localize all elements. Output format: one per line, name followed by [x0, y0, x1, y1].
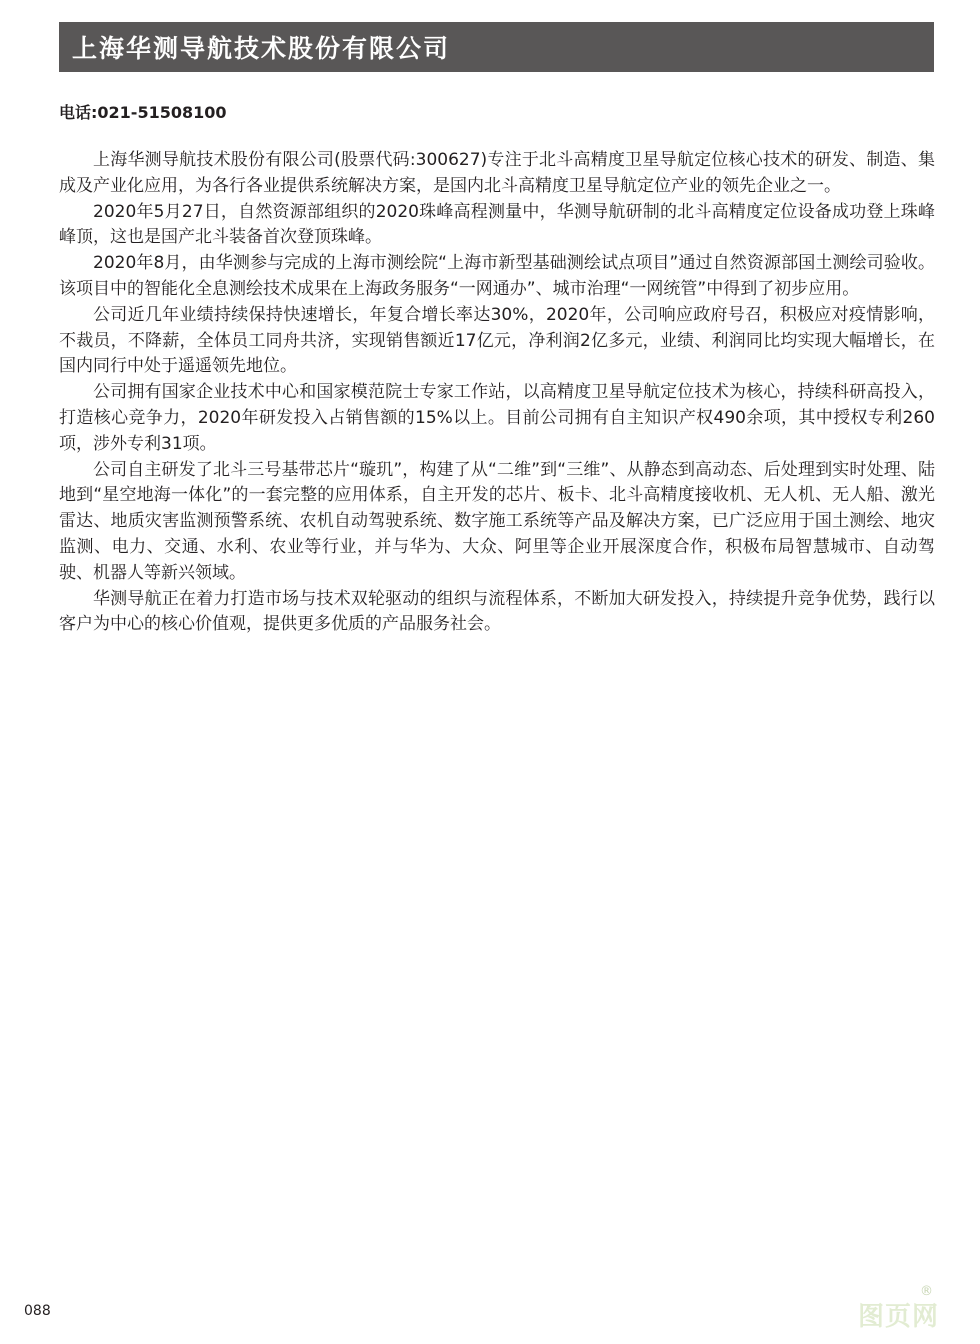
registered-mark: ® [920, 1284, 933, 1299]
body-text [59, 148, 935, 638]
phone-number: 电话:021-51508100 [59, 103, 227, 122]
company-title: 上海华测导航技术股份有限公司 [72, 34, 451, 63]
header-bar [59, 22, 934, 72]
page-number: 088 [24, 1303, 51, 1319]
watermark-text: 图页网 [858, 1302, 940, 1332]
paragraph-intro: 上海华测导航技术股份有限公司(股票代码:300627)专注于北斗高精度卫星导航定位核心技术的研发、制造、集成及产业化应用，为各行各业提供系统解决方案，是国内北斗高精度卫星导航定位产业的领先企业之一。 [59, 150, 935, 196]
paragraph-research: 公司拥有国家企业技术中心和国家模范院士专家工作站，以高精度卫星导航定位技术为核心，持续科研高投入，打造核心竞争力，2020年研发投入占销售额的15%以上。目前公司拥有自主知识产权490余项，其中授权专利260项，涉外专利31项。 [59, 382, 935, 454]
paragraph-products: 公司自主研发了北斗三号基带芯片“璇玑”，构建了从“二维”到“三维”、从静态到高动态、后处理到实时处理、陆地到“星空地海一体化”的一套完整的应用体系，自主开发的芯片、板卡、北斗高精度接收机、无人机、无人船、激光雷达、地质灾害监测预警系统、农机自动驾驶系统、数字施工系统等产品及解决方案，已广泛应用于国土测绘、地灾监测、电力、交通、水利、农业等行业，并与华为、大众、阿里等企业开展深度合作，积极布局智慧城市、自动驾驶、机器人等新兴领域。 [59, 459, 935, 583]
paragraph-outlook: 华测导航正在着力打造市场与技术双轮驱动的组织与流程体系，不断加大研发投入，持续提升竞争优势，践行以客户为中心的核心价值观，提供更多优质的产品服务社会。 [59, 588, 935, 635]
paragraph-everest: 2020年5月27日，自然资源部组织的2020珠峰高程测量中，华测导航研制的北斗高精度定位设备成功登上珠峰峰顶，这也是国产北斗装备首次登顶珠峰。 [59, 201, 935, 248]
watermark-logo [858, 1284, 968, 1332]
paragraph-performance: 公司近几年业绩持续保持快速增长，年复合增长率达30%，2020年，公司响应政府号召，积极应对疫情影响，不裁员，不降薪，全体员工同舟共济，实现销售额近17亿元，净利润2亿多元，业绩、利润同比均实现大幅增长，在国内同行中处于遥遥领先地位。 [59, 304, 935, 377]
paragraph-survey-project: 2020年8月，由华测参与完成的上海市测绘院“上海市新型基础测绘试点项目”通过自然资源部国土测绘司验收。该项目中的智能化全息测绘技术成果在上海政务服务“一网通办”、城市治理“一网统管”中得到了初步应用。 [59, 253, 935, 299]
